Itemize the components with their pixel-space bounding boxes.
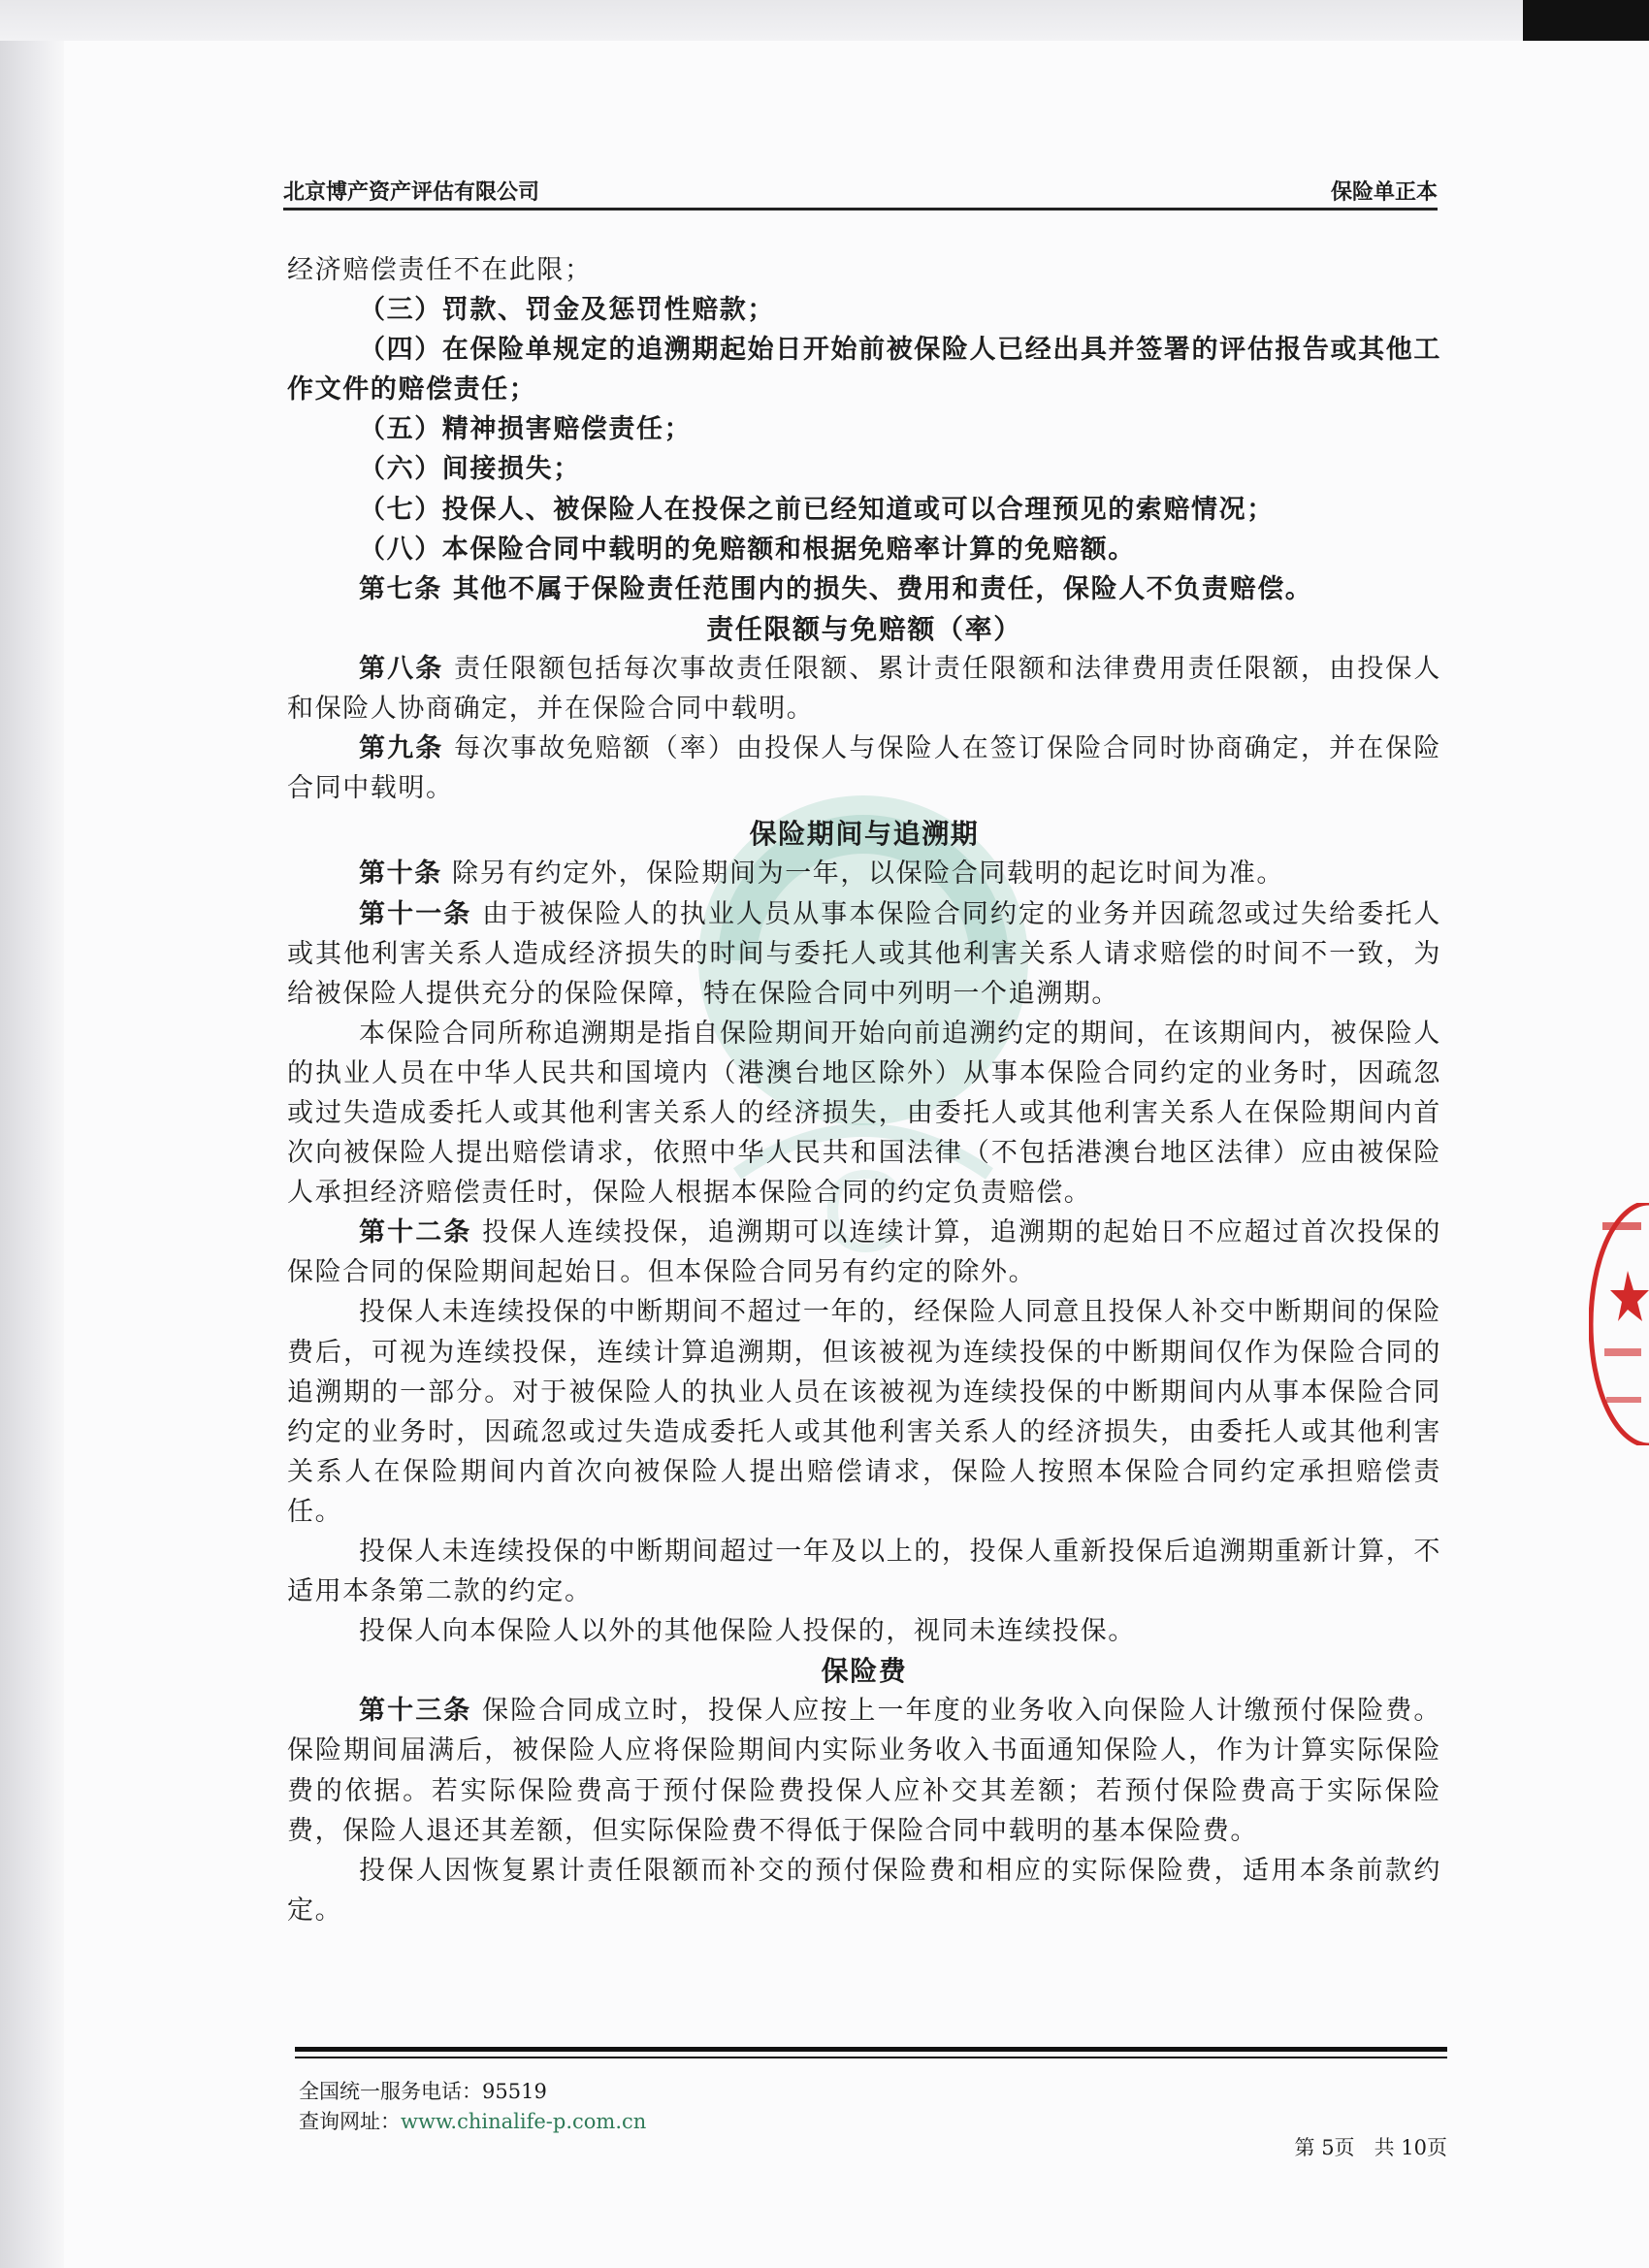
article-text: 除另有约定外，保险期间为一年，以保险合同载明的起讫时间为准。	[452, 859, 1284, 890]
article-10	[287, 854, 1441, 893]
hotline-label: 全国统一服务电话：	[299, 2080, 482, 2103]
article-8	[287, 649, 1441, 729]
paragraph: 投保人因恢复累计责任限额而补交的预付保险费和相应的实际保险费，适用本条前款约定。	[287, 1855, 1441, 1926]
red-seal-stamp	[1589, 1203, 1649, 1445]
article-label: 第九条	[359, 733, 444, 764]
list-item: （三）罚款、罚金及惩罚性赔款；	[359, 295, 775, 326]
article-label: 第七条	[359, 573, 442, 604]
paragraph: 投保人未连续投保的中断期间不超过一年的，经保险人同意且投保人补交中断期间的保险费后，可视为连续投保，连续计算追溯期，但该被视为连续投保的中断期间仅作为保险合同的追溯期的一部分。对于被保险人的执业人员在该被视为连续投保的中断期间内从事本保险合同约定的业务时，因疏忽或过失造成委托人或其他利害关系人的经济损失，由委托人或其他利害关系人在保险期间内首次向被保险人提出赔偿请求，保险人按照本保险合同约定承担赔偿责任。	[287, 1297, 1441, 1527]
footer-rule	[295, 2047, 1447, 2052]
section-heading-limits: 责任限额与免赔额（率）	[706, 612, 1022, 645]
section-heading-period: 保险期间与追溯期	[749, 818, 980, 851]
list-item: （八）本保险合同中载明的免赔额和根据免赔率计算的免赔额。	[359, 534, 1136, 565]
clause-text	[287, 250, 1441, 1930]
scan-top-bar	[0, 0, 1649, 41]
header-company: 北京博产资产评估有限公司	[283, 180, 540, 205]
page-current: 第 5页	[1294, 2136, 1355, 2159]
website-link[interactable]: www.chinalife-p.com.cn	[401, 2110, 647, 2133]
footer-website	[299, 2106, 646, 2135]
list-item: （六）间接损失；	[359, 454, 581, 485]
list-item: （七）投保人、被保险人在投保之前已经知道或可以合理预见的索赔情况；	[359, 494, 1275, 525]
footer-hotline	[299, 2076, 547, 2105]
article-13	[287, 1691, 1441, 1850]
list-item: （四）在保险单规定的追溯期起始日开始前被保险人已经出具并签署的评估报告或其他工作文件的赔偿责任；	[287, 335, 1441, 405]
article-label: 第十条	[359, 859, 442, 890]
scan-dark-corner	[1523, 0, 1649, 41]
article-text: 每次事故免赔额（率）由投保人与保险人在签订保险合同时协商确定，并在保险合同中载明。	[287, 733, 1441, 804]
paragraph: 投保人未连续投保的中断期间超过一年及以上的，投保人重新投保后追溯期重新计算，不适用本条第二款的约定。	[287, 1537, 1441, 1607]
scan-left-edge	[0, 41, 64, 2268]
article-text: 由于被保险人的执业人员从事本保险合同约定的业务并因疏忽或过失给委托人或其他利害关系人造成经济损失的时间与委托人或其他利害关系人请求赔偿的时间不一致，为给被保险人提供充分的保险保障，特在保险合同中列明一个追溯期。	[287, 898, 1441, 1009]
website-label: 查询网址：	[299, 2110, 401, 2133]
article-label: 第十二条	[359, 1217, 472, 1248]
footer-rule-thin	[295, 2057, 1447, 2058]
page-header	[283, 175, 1438, 211]
list-item: （五）精神损害赔偿责任；	[359, 414, 693, 445]
article-12	[287, 1213, 1441, 1292]
section-heading-premium: 保险费	[821, 1655, 908, 1688]
article-7	[287, 569, 1441, 609]
article-11	[287, 894, 1441, 1014]
article-text: 保险合同成立时，投保人应按上一年度的业务收入向保险人计缴预付保险费。保险期间届满后，被保险人应将保险期间内实际业务收入书面通知保险人，作为计算实际保险费的依据。若实际保险费高于预付保险费投保人应补交其差额；若预付保险费高于实际保险费，保险人退还其差额，但实际保险费不得低于保险合同中载明的基本保险费。	[287, 1696, 1441, 1846]
article-9	[287, 729, 1441, 808]
article-text: 其他不属于保险责任范围内的损失、费用和责任，保险人不负责赔偿。	[452, 573, 1313, 604]
page-number	[1295, 2132, 1447, 2161]
article-text: 责任限额包括每次事故责任限额、累计责任限额和法律费用责任限额，由投保人和保险人协商确定，并在保险合同中载明。	[287, 653, 1441, 725]
paragraph: 本保险合同所称追溯期是指自保险期间开始向前追溯约定的期间，在该期间内，被保险人的执业人员在中华人民共和国境内（港澳台地区除外）从事本保险合同约定的业务时，因疏忽或过失造成委托人或其他利害关系人的经济损失，由委托人或其他利害关系人在保险期间内首次向被保险人提出赔偿请求，依照中华人民共和国法律（不包括港澳台地区法律）应由被保险人承担经济赔偿责任时，保险人根据本保险合同的约定负责赔偿。	[287, 1018, 1441, 1209]
header-doc-type: 保险单正本	[1330, 180, 1438, 205]
paragraph: 经济赔偿责任不在此限；	[287, 255, 593, 285]
hotline-number: 95519	[482, 2080, 547, 2103]
paragraph: 投保人向本保险人以外的其他保险人投保的，视同未连续投保。	[359, 1616, 1136, 1647]
article-label: 第十三条	[359, 1696, 472, 1727]
article-label: 第八条	[359, 653, 444, 684]
article-text: 投保人连续投保，追溯期可以连续计算，追溯期的起始日不应超过首次投保的保险合同的保险期间起始日。但本保险合同另有约定的除外。	[287, 1217, 1441, 1288]
page-total: 共 10页	[1374, 2136, 1447, 2159]
article-label: 第十一条	[359, 898, 472, 929]
